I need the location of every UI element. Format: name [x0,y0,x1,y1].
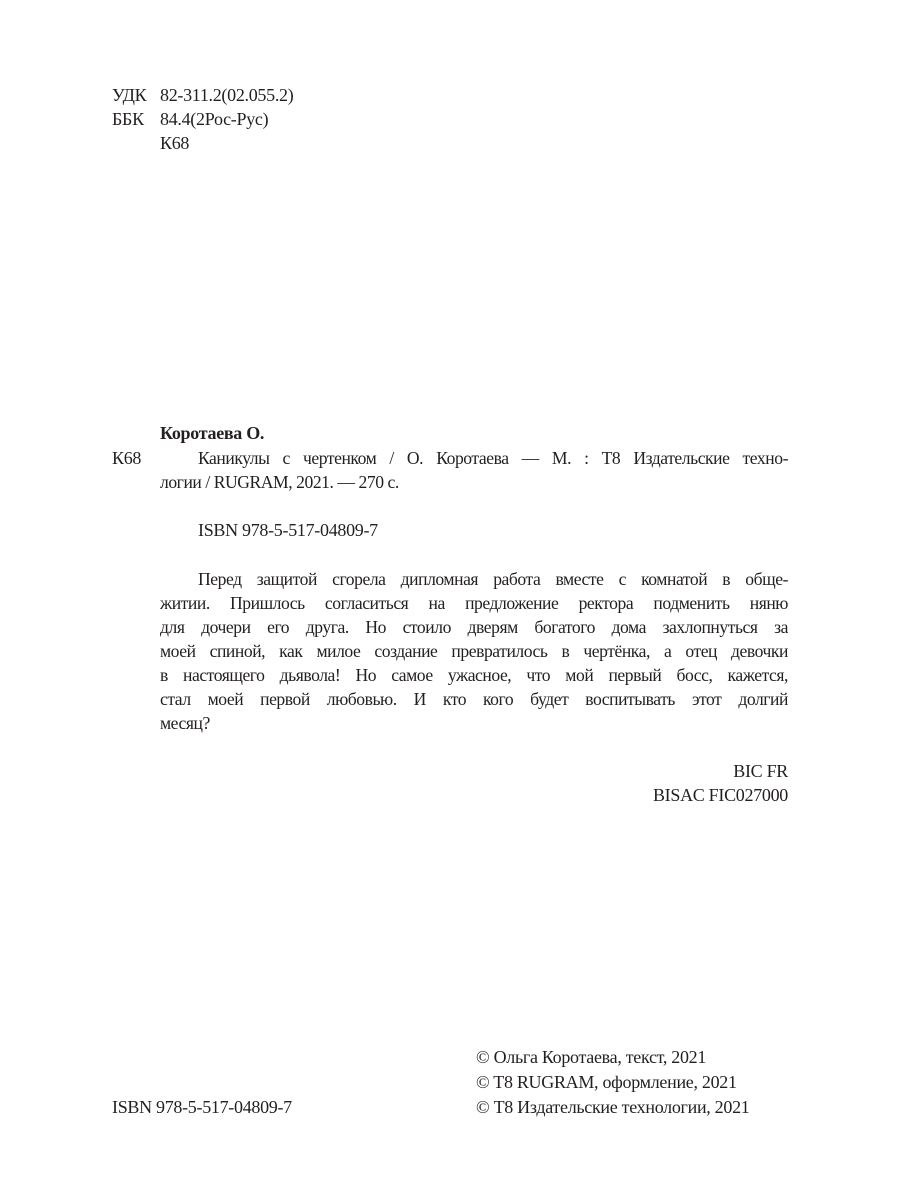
annotation-line: Перед защитой сгорела дипломная работа вместе с комнатой в обще- [198,569,788,589]
bbk-value: 84.4(2Рос-Рус) [160,109,269,129]
annotation-line: житии. Пришлось согласиться на предложение ректора подменить няню [160,593,788,613]
annotation-line: в настоящего дьявола! Но самое ужасное, что мой первый босс, кажется, [160,665,788,685]
copyright-line: © T8 RUGRAM, оформление, 2021 [476,1072,737,1092]
entry-sign: К68 [112,448,142,468]
bbk-label: ББК [112,109,144,129]
author-name: Коротаева О. [160,423,265,443]
bisac-code: BISAC FIC027000 [652,785,788,805]
author-heading [160,421,264,445]
udk-value: 82-311.2(02.055.2) [160,85,294,105]
annotation-line: для дочери его друга. Но стоило дверям богатого дома захлопнуться за [160,617,788,637]
footer-isbn: ISBN 978-5-517-04809-7 [112,1097,292,1117]
description-line: Каникулы с чертенком / О. Коротаева — М. : Т8 Издательские техно- [198,448,788,468]
annotation-line: стал моей первой любовью. И кто кого будет воспитывать этот долгий [160,689,788,709]
entry-isbn: ISBN 978-5-517-04809-7 [198,520,378,540]
author-sign: К68 [160,133,190,153]
annotation-line: месяц? [160,713,210,733]
copyright-line: © Ольга Коротаева, текст, 2021 [476,1047,707,1067]
copyright-line: © Т8 Издательские технологии, 2021 [476,1097,750,1117]
udk-label: УДК [112,85,147,105]
description-line: логии / RUGRAM, 2021. — 270 с. [160,472,399,492]
bic-code: BIC FR [733,761,788,781]
annotation-line: моей спиной, как милое создание превратилось в чертёнка, а отец девочки [160,641,788,661]
